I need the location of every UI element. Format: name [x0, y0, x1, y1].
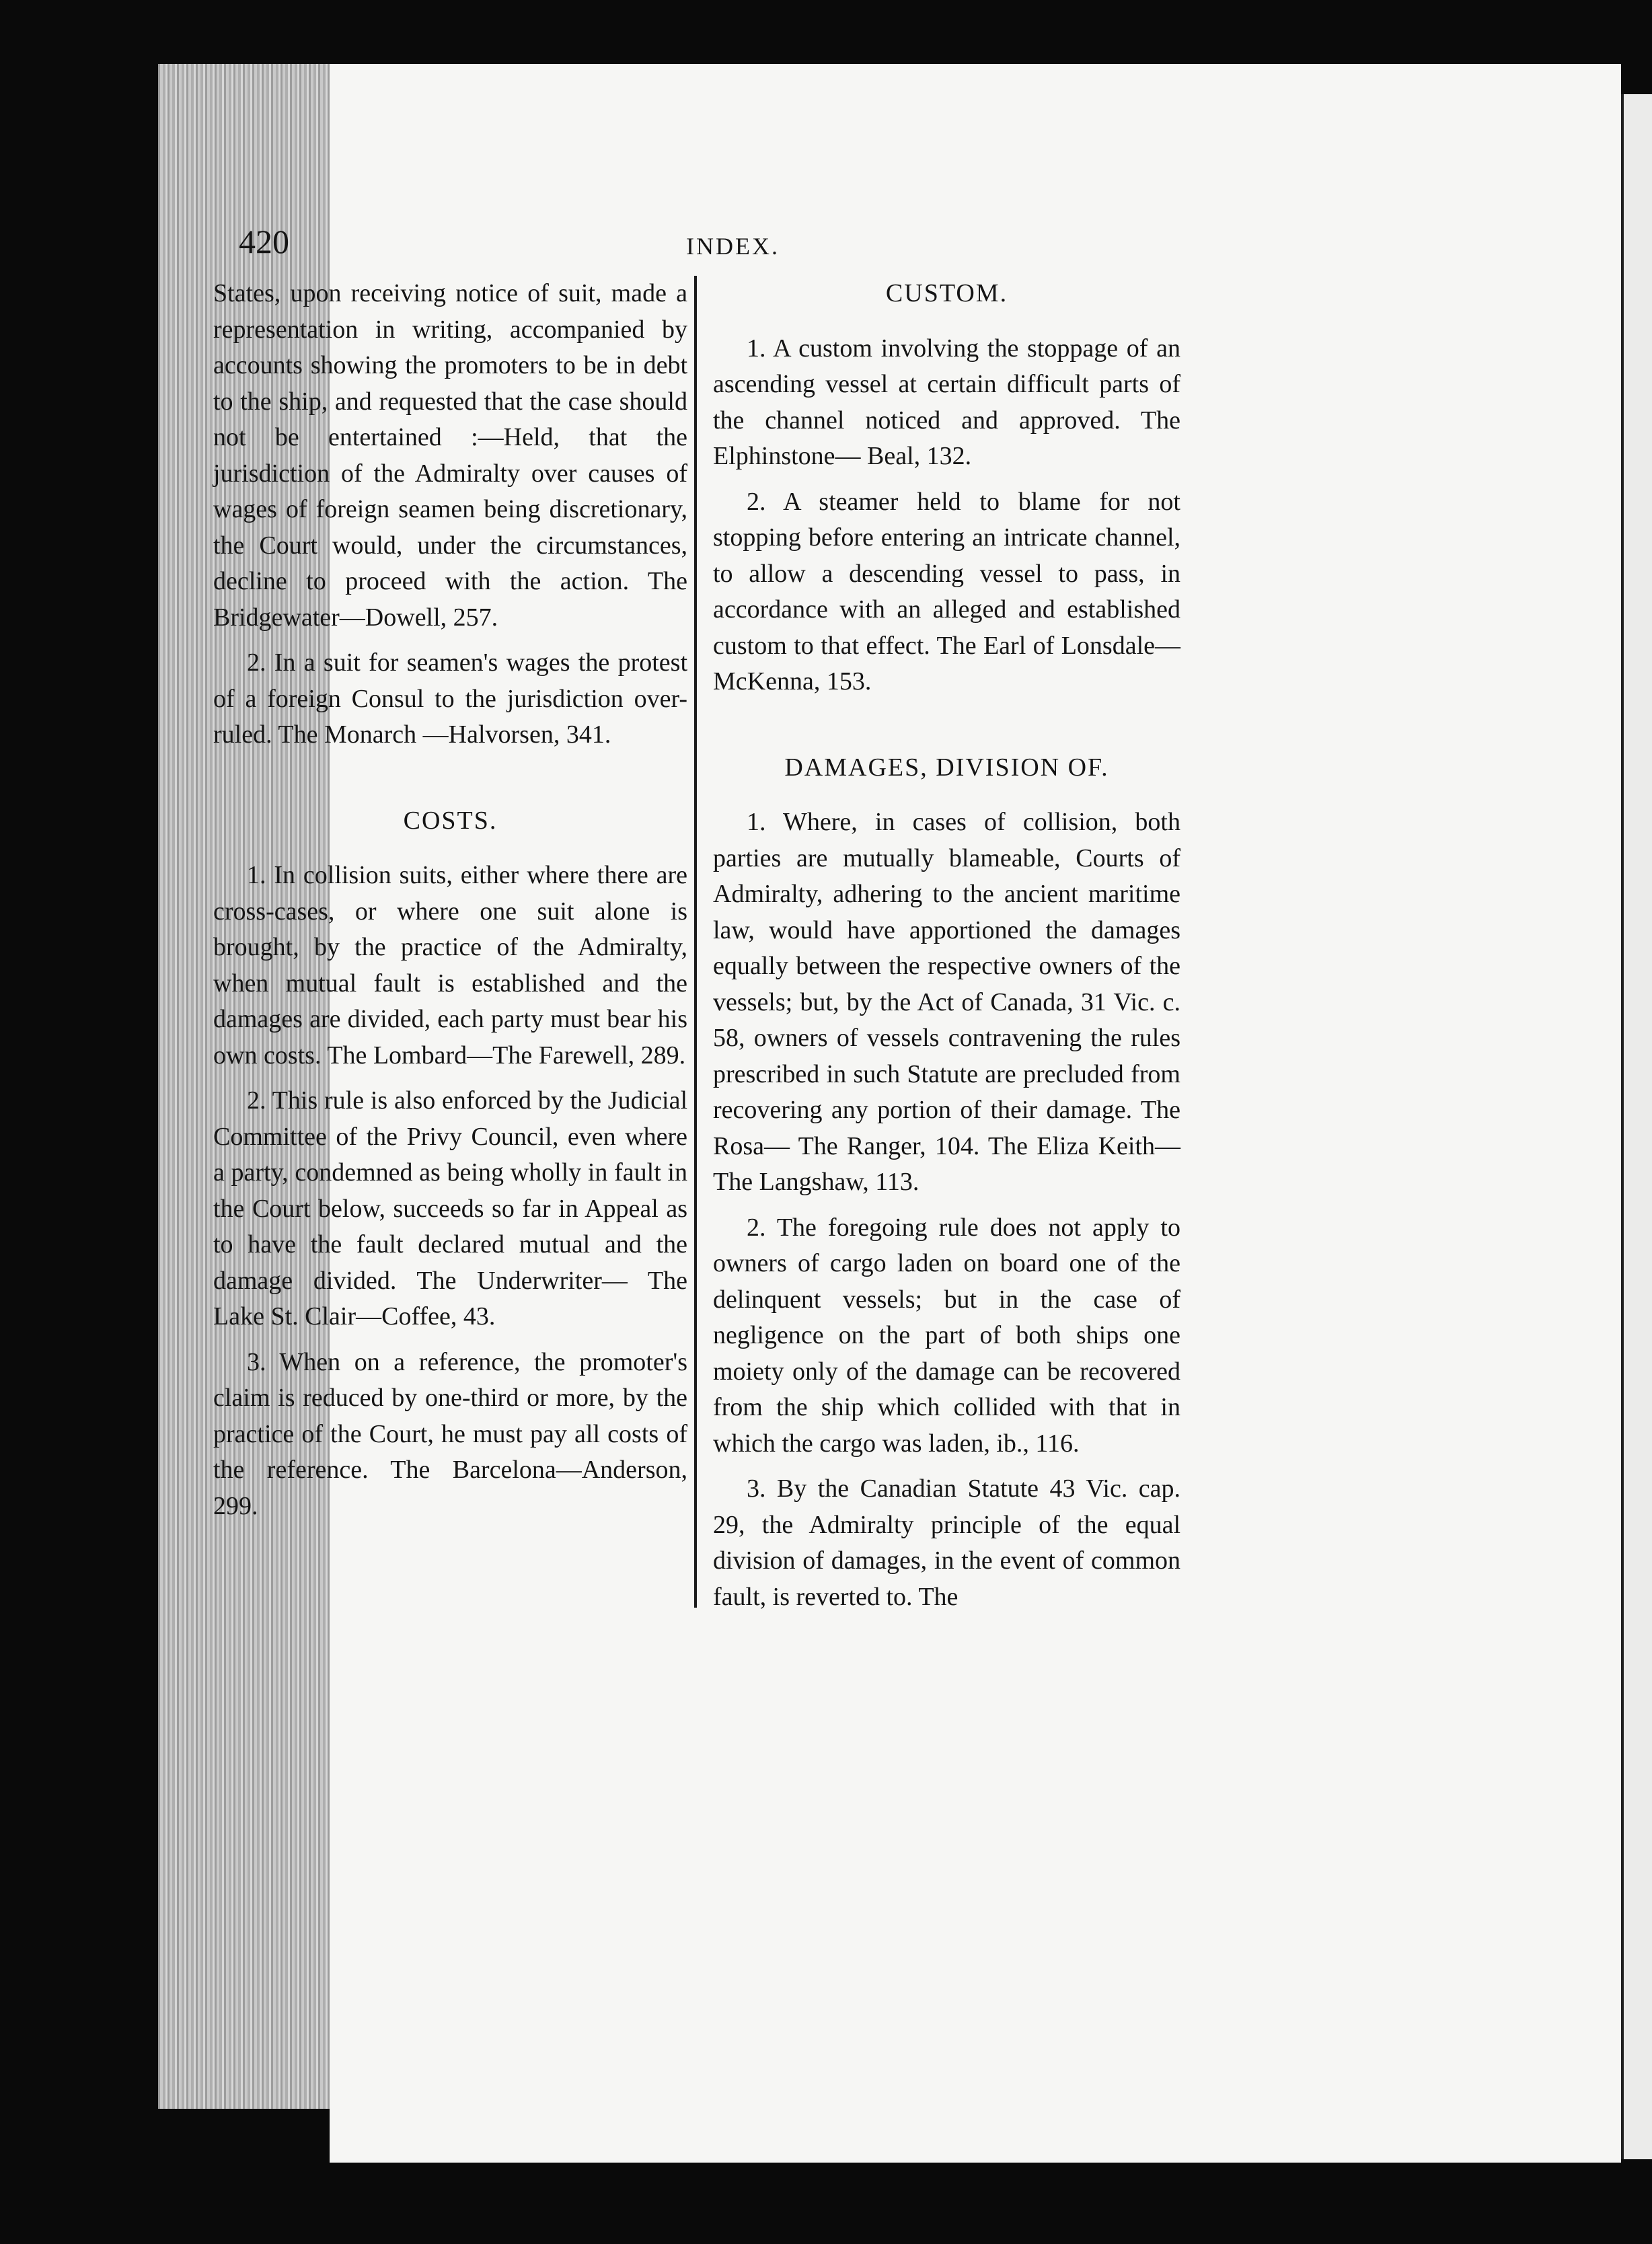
index-entry: 1. In collision suits, either where there are cross-cases, or where one suit alone is brought, by the practice of the Admiralty, when mutual fault is established and the damages are divided, each party must bear his own costs. The Lombard—The Farewell, 289. [213, 861, 687, 1070]
left-column [213, 276, 687, 1534]
index-entry: 1. A custom involving the stoppage of an ascending vessel at certain difficult parts of the channel noticed and approved. The Elphinstone— Beal, 132. [713, 334, 1180, 470]
right-column [713, 276, 1180, 1624]
section-heading-damages: DAMAGES, DIVISION OF. [784, 753, 1109, 782]
continued-entry: States, upon receiving notice of suit, made a representation in writing, accompanied by accounts showing the promoters to be in debt to the ship, and requested that the case should not be entertained :—Held, that the jurisdiction of the Admiralty over causes of wages of foreign seamen being discretionary, the Court would, under the circumstances, decline to proceed with the action. The Bridgewater—Dowell, 257. [213, 279, 687, 632]
index-entry: 2. The foregoing rule does not apply to owners of cargo laden on board one of the delinquent vessels; but in the case of negligence on the part of both ships one moiety only of the damage can be recovered from the ship which collided with that in which the cargo was laden, ib., 116. [713, 1213, 1180, 1458]
index-entry: 3. By the Canadian Statute 43 Vic. cap. 29, the Admiralty principle of the equal division of damages, in the event of common fault, is reverted to. The [713, 1474, 1180, 1611]
index-entry: 2. This rule is also enforced by the Judicial Committee of the Privy Council, even where a party, condemned as being wholly in fault in the Court below, succeeds so far in Appeal as to have the fault declared mutual and the damage divided. The Underwriter— The Lake St. Clair—Coffee, 43. [213, 1086, 687, 1331]
running-head: INDEX. [686, 233, 780, 260]
section-heading-costs: COSTS. [403, 806, 498, 835]
facing-page-edge [1621, 94, 1652, 2159]
page-number: 420 [239, 223, 289, 260]
section-gap [213, 763, 687, 803]
column-divider [694, 276, 697, 1608]
index-entry: 2. A steamer held to blame for not stopping before entering an intricate channel, to allow a descending vessel to pass, in accordance with an alleged and established custom to that effect. The Earl of Lonsdale—McKenna, 153. [713, 487, 1180, 696]
section-gap [713, 710, 1180, 750]
index-entry: 3. When on a reference, the promoter's claim is reduced by one-third or more, by the practice of the Court, he must pay all costs of the reference. The Barcelona—Anderson, 299. [213, 1347, 687, 1520]
index-entry: 2. In a suit for seamen's wages the protest of a foreign Consul to the jurisdiction over-ruled. The Monarch —Halvorsen, 341. [213, 648, 687, 749]
section-heading-custom: CUSTOM. [885, 279, 1008, 307]
index-entry: 1. Where, in cases of collision, both parties are mutually blameable, Courts of Admiralty, adhering to the ancient maritime law, would have apportioned the damages equally between the respective owners of the vessels; but, by the Act of Canada, 31 Vic. c. 58, owners of vessels contravening the rules prescribed in such Statute are precluded from recovering any portion of their damage. The Rosa— The Ranger, 104. The Eliza Keith— The Langshaw, 113. [713, 808, 1180, 1196]
